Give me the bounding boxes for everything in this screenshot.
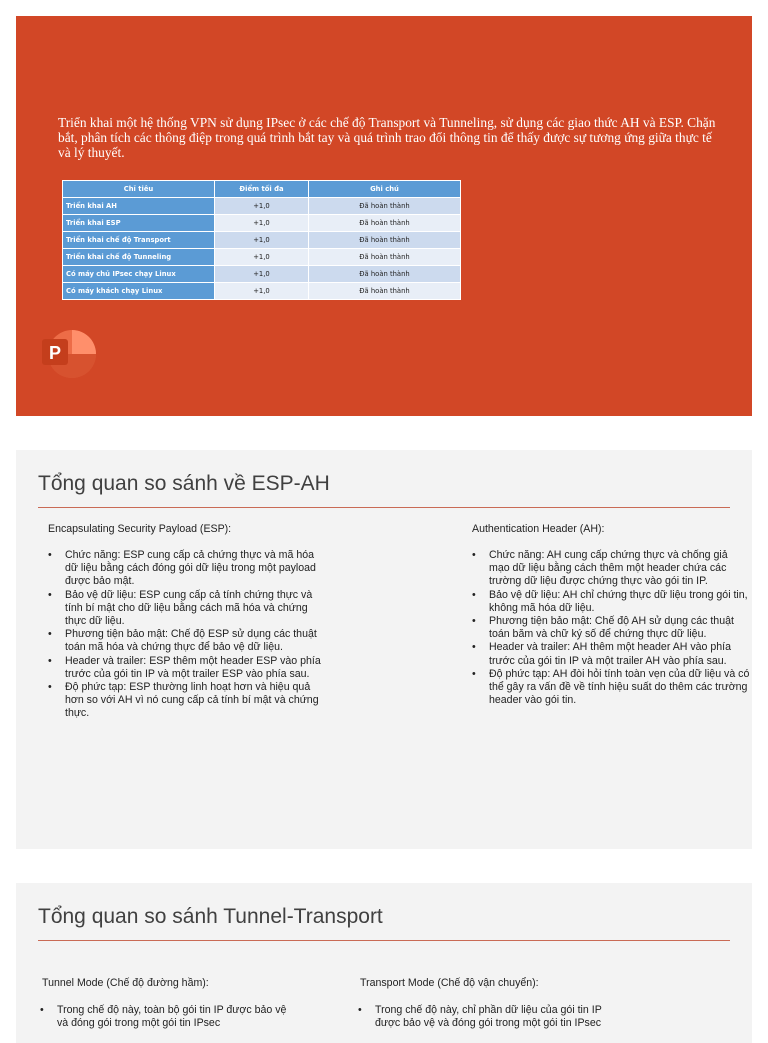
summary-table [62,180,461,300]
title-divider [38,940,730,941]
powerpoint-icon-quarter [72,330,96,354]
list-item: • Độ phức tạp: ESP thường linh hoạt hơn và hiệu quả hơn so với AH vì nó cung cấp cả tính bí mật và chứng thực. [46,681,328,721]
table-header-row [63,181,461,198]
row-score: +1,0 [215,249,309,266]
row-note: Đã hoàn thành [309,283,461,300]
row-note: Đã hoàn thành [309,198,461,215]
list-item: • Header và trailer: ESP thêm một header ESP vào phía trước của gói tin IP và một trailer ESP vào phía sau. [46,655,328,681]
row-label: Triển khai chế độ Transport [63,232,215,249]
title-divider [38,507,730,508]
tunnel-heading: Tunnel Mode (Chế độ đường hầm): [42,977,209,989]
table-row [63,215,461,232]
list-item: • Bảo vệ dữ liệu: AH chỉ chứng thực dữ liệu trong gói tin, không mã hóa dữ liệu. [470,589,750,615]
table-row [63,266,461,283]
esp-bullet-list [46,549,328,721]
list-item: • Trong chế độ này, toàn bộ gói tin IP được bảo vệ và đóng gói trong một gói tin IPsec [38,1004,288,1030]
slide-2-title: Tổng quan so sánh về ESP-AH [38,472,330,495]
table-row [63,249,461,266]
header-ghi-chu: Ghi chú [309,181,461,198]
row-note: Đã hoàn thành [309,249,461,266]
row-score: +1,0 [215,266,309,283]
table-row [63,198,461,215]
list-item: • Phương tiện bảo mật: Chế độ ESP sử dụng các thuật toán mã hóa và chứng thực để bảo vệ dữ liệu. [46,628,328,654]
list-item: • Header và trailer: AH thêm một header AH vào phía trước của gói tin IP và một trailer AH vào phía sau. [470,641,750,667]
row-label: Có máy khách chạy Linux [63,283,215,300]
slide-3-title: Tổng quan so sánh Tunnel-Transport [38,905,383,928]
transport-bullet-list [356,1004,626,1030]
list-item: • Trong chế độ này, chỉ phần dữ liệu của gói tin IP được bảo vệ và đóng gói trong một gói tin IPsec [356,1004,626,1030]
slide-1 [16,16,752,416]
powerpoint-icon-letter: P [48,343,62,363]
list-item: • Độ phức tạp: AH đòi hỏi tính toàn vẹn của dữ liệu và có thể gây ra vấn đề về tính hiệu suất do thêm các trường header vào gói tin. [470,668,750,708]
intro-text: Triển khai một hệ thống VPN sử dụng IPsec ở các chế độ Transport và Tunneling, sử dụng các giao thức AH và ESP. Chặn bắt, phân tích các thông điệp trong quá trình bắt tay và quá trình trao đổi thông tin để thấy được sự tương ứng giữa thực tế và lý thuyết. [58,115,716,161]
row-note: Đã hoàn thành [309,215,461,232]
row-score: +1,0 [215,232,309,249]
row-note: Đã hoàn thành [309,266,461,283]
header-diem-toi-da: Điểm tối đa [215,181,309,198]
ah-bullet-list [470,549,750,707]
esp-heading: Encapsulating Security Payload (ESP): [48,523,232,535]
list-item: • Chức năng: ESP cung cấp cả chứng thực và mã hóa dữ liệu bằng cách đóng gói dữ liệu trong một payload được bảo mật. [46,549,328,589]
row-score: +1,0 [215,198,309,215]
list-item: • Bảo vệ dữ liệu: ESP cung cấp cả tính chứng thực và tính bí mật cho dữ liệu bằng cách mã hóa và chứng thực dữ liệu. [46,589,328,629]
row-score: +1,0 [215,215,309,232]
row-label: Có máy chủ IPsec chạy Linux [63,266,215,283]
header-chi-tieu: Chỉ tiêu [63,181,215,198]
ah-heading: Authentication Header (AH): [472,523,605,535]
row-label: Triển khai chế độ Tunneling [63,249,215,266]
powerpoint-icon [42,330,98,378]
list-item: • Chức năng: AH cung cấp chứng thực và chống giả mạo dữ liệu bằng cách thêm một header chứa các trường dữ liệu được chứng thực vào gói tin IP. [470,549,750,589]
tunnel-bullet-list [38,1004,288,1030]
row-note: Đã hoàn thành [309,232,461,249]
transport-heading: Transport Mode (Chế độ vận chuyển): [360,977,539,989]
row-score: +1,0 [215,283,309,300]
slide-2 [16,450,752,849]
table-row [63,283,461,300]
table-row [63,232,461,249]
row-label: Triển khai ESP [63,215,215,232]
list-item: • Phương tiện bảo mật: Chế độ AH sử dụng các thuật toán băm và chữ ký số để chứng thực dữ liệu. [470,615,750,641]
row-label: Triển khai AH [63,198,215,215]
slide-3 [16,883,752,1043]
